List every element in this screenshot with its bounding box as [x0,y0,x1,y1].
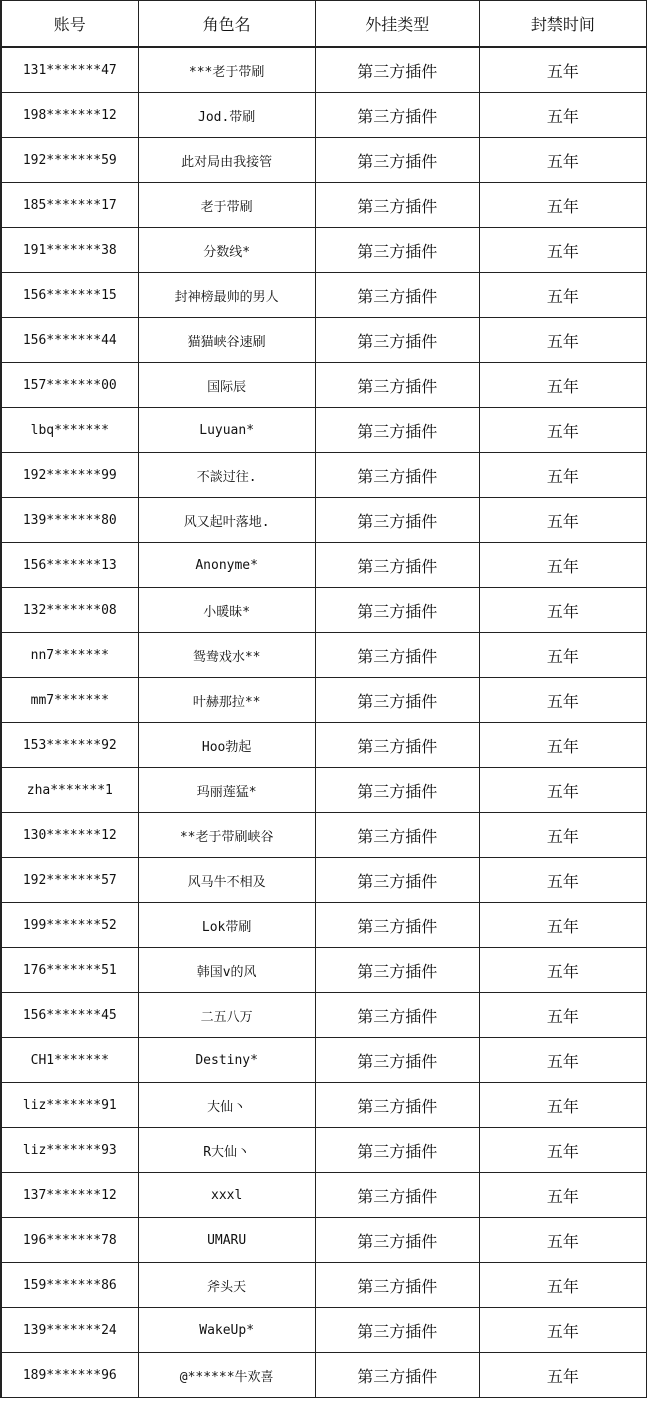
role-name-cell: 玛丽莲猛* [138,768,315,813]
account-cell: 139*******24 [1,1308,138,1353]
cheat-type-cell: 第三方插件 [315,273,479,318]
ban-duration-cell: 五年 [479,1083,646,1128]
table-row [1,1038,647,1083]
account-cell: 132*******08 [1,588,138,633]
header-ban-duration: 封禁时间 [479,1,646,48]
role-name-cell: 风马牛不相及 [138,858,315,903]
role-name-cell: **老于带刷峡谷 [138,813,315,858]
table-row [1,903,647,948]
cheat-type-cell: 第三方插件 [315,498,479,543]
table-row [1,1128,647,1173]
ban-duration-cell: 五年 [479,273,646,318]
ban-duration-cell: 五年 [479,903,646,948]
role-name-cell: 分数线* [138,228,315,273]
ban-duration-cell: 五年 [479,1263,646,1308]
table-row [1,858,647,903]
ban-duration-cell: 五年 [479,453,646,498]
ban-duration-cell: 五年 [479,1308,646,1353]
role-name-cell: 国际辰 [138,363,315,408]
table-row [1,273,647,318]
cheat-type-cell: 第三方插件 [315,453,479,498]
cheat-type-cell: 第三方插件 [315,813,479,858]
ban-duration-cell: 五年 [479,543,646,588]
cheat-type-cell: 第三方插件 [315,1083,479,1128]
table-row [1,813,647,858]
account-cell: 131*******47 [1,47,138,93]
table-body [1,47,647,1398]
account-cell: 159*******86 [1,1263,138,1308]
table-row [1,93,647,138]
role-name-cell: 此对局由我接管 [138,138,315,183]
account-cell: 130*******12 [1,813,138,858]
account-cell: mm7******* [1,678,138,723]
ban-duration-cell: 五年 [479,93,646,138]
cheat-type-cell: 第三方插件 [315,183,479,228]
role-name-cell: 风又起叶落地. [138,498,315,543]
table-row [1,993,647,1038]
header-account: 账号 [1,1,138,48]
account-cell: liz*******91 [1,1083,138,1128]
cheat-type-cell: 第三方插件 [315,47,479,93]
table-row [1,453,647,498]
cheat-type-cell: 第三方插件 [315,588,479,633]
table-row [1,138,647,183]
ban-duration-cell: 五年 [479,1173,646,1218]
role-name-cell: 老于带刷 [138,183,315,228]
role-name-cell: 叶赫那拉** [138,678,315,723]
account-cell: 191*******38 [1,228,138,273]
account-cell: 137*******12 [1,1173,138,1218]
role-name-cell: WakeUp* [138,1308,315,1353]
account-cell: 192*******57 [1,858,138,903]
cheat-type-cell: 第三方插件 [315,138,479,183]
cheat-type-cell: 第三方插件 [315,948,479,993]
cheat-type-cell: 第三方插件 [315,993,479,1038]
role-name-cell: 鸳鸯戏水** [138,633,315,678]
ban-duration-cell: 五年 [479,47,646,93]
ban-duration-cell: 五年 [479,1038,646,1083]
account-cell: 189*******96 [1,1353,138,1398]
table-row [1,678,647,723]
table-row [1,948,647,993]
cheat-type-cell: 第三方插件 [315,858,479,903]
table-row [1,1083,647,1128]
table-row [1,768,647,813]
table-row [1,588,647,633]
account-cell: lbq******* [1,408,138,453]
cheat-type-cell: 第三方插件 [315,633,479,678]
account-cell: 192*******59 [1,138,138,183]
header-row [1,1,647,48]
cheat-type-cell: 第三方插件 [315,678,479,723]
ban-duration-cell: 五年 [479,228,646,273]
header-cheat-type: 外挂类型 [315,1,479,48]
ban-duration-cell: 五年 [479,633,646,678]
role-name-cell: Jod.带刷 [138,93,315,138]
account-cell: 157*******00 [1,363,138,408]
cheat-type-cell: 第三方插件 [315,1308,479,1353]
cheat-type-cell: 第三方插件 [315,903,479,948]
table-row [1,723,647,768]
table-row [1,318,647,363]
ban-duration-cell: 五年 [479,723,646,768]
account-cell: nn7******* [1,633,138,678]
account-cell: 156*******44 [1,318,138,363]
table-row [1,228,647,273]
cheat-type-cell: 第三方插件 [315,93,479,138]
ban-duration-cell: 五年 [479,1218,646,1263]
ban-duration-cell: 五年 [479,588,646,633]
account-cell: liz*******93 [1,1128,138,1173]
ban-duration-cell: 五年 [479,993,646,1038]
role-name-cell: Anonyme* [138,543,315,588]
ban-duration-cell: 五年 [479,858,646,903]
table-row [1,1353,647,1398]
table-header [1,1,647,48]
role-name-cell: 二五八万 [138,993,315,1038]
header-role-name: 角色名 [138,1,315,48]
cheat-type-cell: 第三方插件 [315,318,479,363]
cheat-type-cell: 第三方插件 [315,1353,479,1398]
table-row [1,1263,647,1308]
cheat-type-cell: 第三方插件 [315,1173,479,1218]
account-cell: 198*******12 [1,93,138,138]
table-row [1,543,647,588]
role-name-cell: 韩国v的风 [138,948,315,993]
account-cell: 185*******17 [1,183,138,228]
account-cell: 156*******15 [1,273,138,318]
ban-duration-cell: 五年 [479,363,646,408]
role-name-cell: @******牛欢喜 [138,1353,315,1398]
ban-duration-cell: 五年 [479,138,646,183]
cheat-type-cell: 第三方插件 [315,723,479,768]
role-name-cell: Luyuan* [138,408,315,453]
role-name-cell: 斧头天 [138,1263,315,1308]
cheat-type-cell: 第三方插件 [315,543,479,588]
ban-duration-cell: 五年 [479,318,646,363]
table-row [1,363,647,408]
table-row [1,1173,647,1218]
cheat-type-cell: 第三方插件 [315,768,479,813]
table-row [1,633,647,678]
ban-duration-cell: 五年 [479,678,646,723]
ban-duration-cell: 五年 [479,498,646,543]
role-name-cell: 猫猫峡谷速刷 [138,318,315,363]
account-cell: 153*******92 [1,723,138,768]
role-name-cell: 封神榜最帅的男人 [138,273,315,318]
cheat-type-cell: 第三方插件 [315,228,479,273]
table-row [1,1308,647,1353]
role-name-cell: 小暖昧* [138,588,315,633]
role-name-cell: Destiny* [138,1038,315,1083]
ban-duration-cell: 五年 [479,1353,646,1398]
role-name-cell: R大仙丶 [138,1128,315,1173]
table-row [1,183,647,228]
role-name-cell: 不談过往. [138,453,315,498]
cheat-type-cell: 第三方插件 [315,363,479,408]
ban-duration-cell: 五年 [479,948,646,993]
ban-duration-cell: 五年 [479,1128,646,1173]
cheat-type-cell: 第三方插件 [315,1263,479,1308]
cheat-type-cell: 第三方插件 [315,408,479,453]
account-cell: 139*******80 [1,498,138,543]
ban-duration-cell: 五年 [479,183,646,228]
cheat-type-cell: 第三方插件 [315,1128,479,1173]
account-cell: 192*******99 [1,453,138,498]
role-name-cell: ***老于带刷 [138,47,315,93]
account-cell: 156*******45 [1,993,138,1038]
account-cell: CH1******* [1,1038,138,1083]
cheat-type-cell: 第三方插件 [315,1038,479,1083]
account-cell: 156*******13 [1,543,138,588]
role-name-cell: Lok带刷 [138,903,315,948]
ban-duration-cell: 五年 [479,768,646,813]
account-cell: 196*******78 [1,1218,138,1263]
table-row [1,498,647,543]
table-row [1,47,647,93]
ban-duration-cell: 五年 [479,813,646,858]
table-row [1,408,647,453]
ban-duration-cell: 五年 [479,408,646,453]
role-name-cell: UMARU [138,1218,315,1263]
role-name-cell: Hoo勃起 [138,723,315,768]
role-name-cell: 大仙丶 [138,1083,315,1128]
cheat-type-cell: 第三方插件 [315,1218,479,1263]
role-name-cell: xxxl [138,1173,315,1218]
account-cell: zha*******1 [1,768,138,813]
table-row [1,1218,647,1263]
account-cell: 176*******51 [1,948,138,993]
account-cell: 199*******52 [1,903,138,948]
